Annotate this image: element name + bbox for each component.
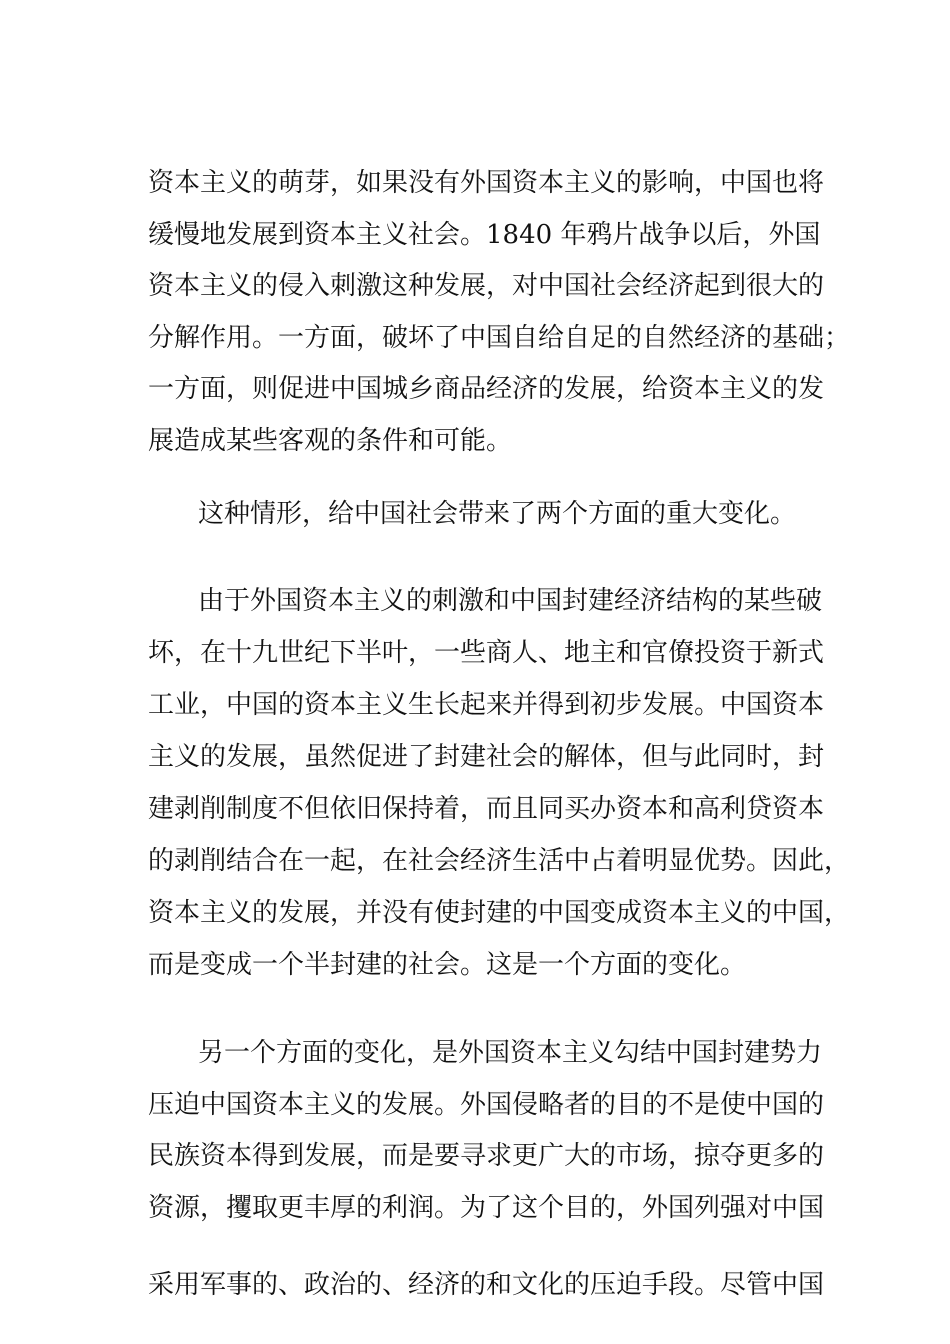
paragraph-1-line-6: 展造成某些客观的条件和可能。 [148, 426, 513, 456]
paragraph-1-line-5: 一方面，则促进中国城乡商品经济的发展，给资本主义的发 [148, 374, 825, 404]
paragraph-4-line-3: 民族资本得到发展，而是要寻求更广大的市场，掠夺更多的 [148, 1141, 825, 1171]
paragraph-4-line-2: 压迫中国资本主义的发展。外国侵略者的目的不是使中国的 [148, 1090, 825, 1120]
paragraph-3-line-3: 工业，中国的资本主义生长起来并得到初步发展。中国资本 [148, 690, 825, 720]
paragraph-3-line-5: 建剥削制度不但依旧保持着，而且同买办资本和高利贷资本 [148, 794, 825, 824]
paragraph-2-line-1: 这种情形，给中国社会带来了两个方面的重大变化。 [198, 499, 797, 529]
paragraph-1-line-4: 分解作用。一方面，破坏了中国自给自足的自然经济的基础； [148, 323, 851, 353]
paragraph-3-line-8: 而是变成一个半封建的社会。这是一个方面的变化。 [148, 950, 747, 980]
paragraph-3-line-2: 坏，在十九世纪下半叶，一些商人、地主和官僚投资于新式 [148, 638, 825, 668]
paragraph-3-line-6: 的剥削结合在一起，在社会经济生活中占着明显优势。因此， [148, 846, 851, 876]
paragraph-1-line-3: 资本主义的侵入刺激这种发展，对中国社会经济起到很大的 [148, 271, 825, 301]
paragraph-1-line-1: 资本主义的萌芽，如果没有外国资本主义的影响，中国也将 [148, 168, 825, 198]
paragraph-3-line-4: 主义的发展，虽然促进了封建社会的解体，但与此同时，封 [148, 742, 825, 772]
paragraph-4-line-1: 另一个方面的变化，是外国资本主义勾结中国封建势力 [198, 1038, 823, 1068]
paragraph-4-line-4: 资源，攫取更丰厚的利润。为了这个目的，外国列强对中国 [148, 1193, 825, 1223]
paragraph-1-line-2: 缓慢地发展到资本主义社会。1840 年鸦片战争以后，外国 [148, 220, 821, 250]
paragraph-3-line-7: 资本主义的发展，并没有使封建的中国变成资本主义的中国， [148, 898, 851, 928]
paragraph-3-line-1: 由于外国资本主义的刺激和中国封建经济结构的某些破 [198, 586, 823, 616]
paragraph-4-line-5: 采用军事的、政治的、经济的和文化的压迫手段。尽管中国 [148, 1270, 825, 1300]
